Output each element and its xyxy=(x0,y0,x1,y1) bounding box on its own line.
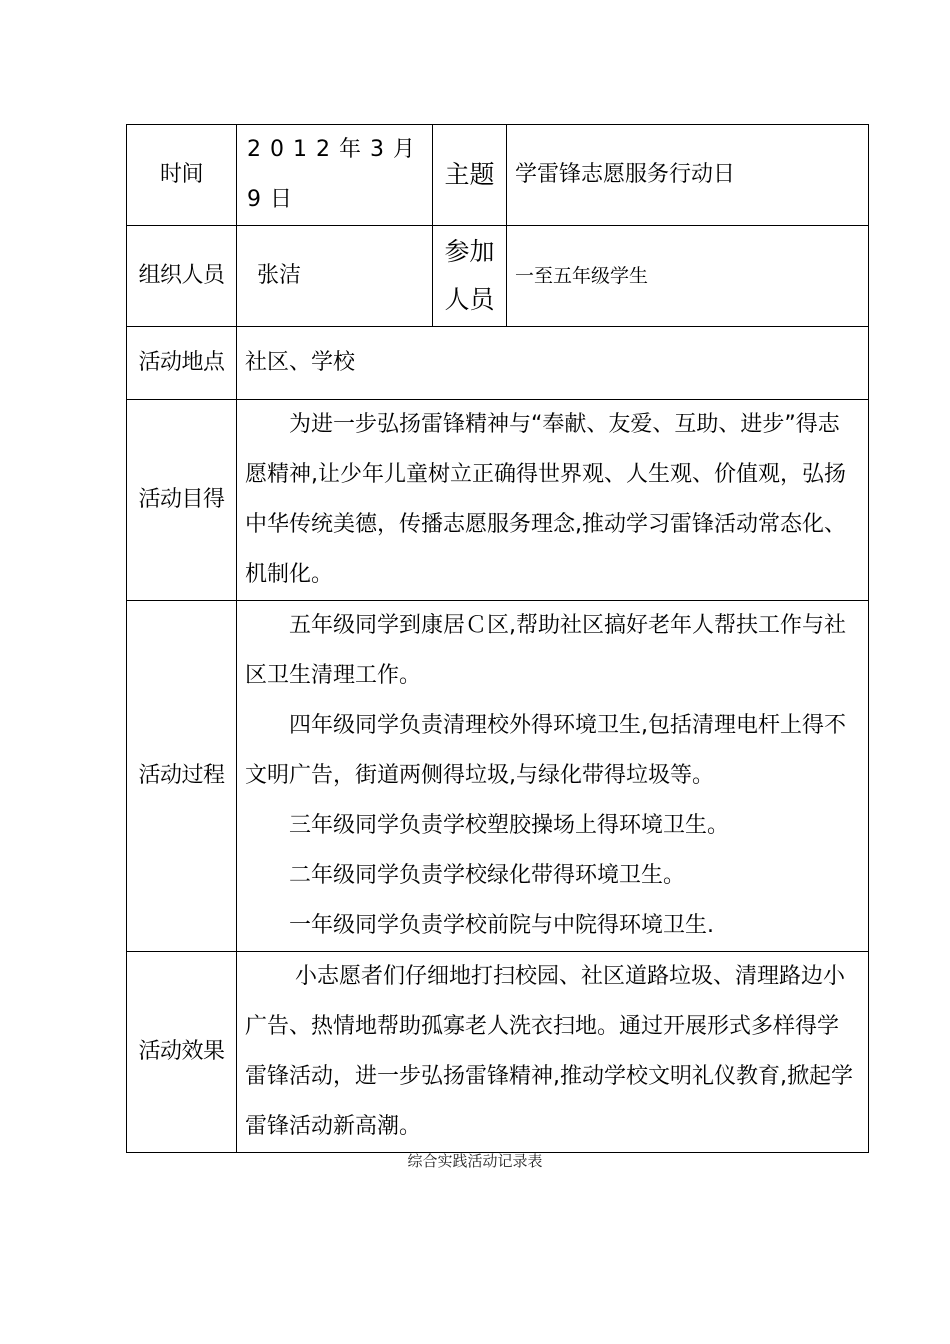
time-value: 2012年3月9日 xyxy=(237,125,433,226)
participants-label xyxy=(433,226,507,327)
process-label: 活动过程 xyxy=(127,601,237,952)
goal-label: 活动目得 xyxy=(127,400,237,601)
process-paragraph: 四年级同学负责清理校外得环境卫生,包括清理电杆上得不文明广告，街道两侧得垃圾,与绿化带得垃圾等。 xyxy=(245,713,846,788)
table-row-process xyxy=(127,601,869,952)
process-cell xyxy=(237,601,869,952)
table-row-location xyxy=(127,327,869,400)
organizer-value: 张洁 xyxy=(237,226,433,327)
process-paragraph: 五年级同学到康居Ｃ区,帮助社区搞好老年人帮扶工作与社区卫生清理工作。 xyxy=(245,613,846,688)
organizer-label: 组织人员 xyxy=(127,226,237,327)
table-row-effect xyxy=(127,952,869,1153)
effect-text: 小志愿者们仔细地打扫校园、社区道路垃圾、清理路边小广告、热情地帮助孤寡老人洗衣扫地。通过开展形式多样得学雷锋活动，进一步弘扬雷锋精神,推动学校文明礼仪教育,掀起学雷锋活动新高潮。 xyxy=(245,964,853,1139)
goal-text: 为进一步弘扬雷锋精神与“奉献、友爱、互助、进步”得志愿精神,让少年儿童树立正确得世界观、人生观、价值观，弘扬中华传统美德，传播志愿服务理念,推动学习雷锋活动常态化、机制化。 xyxy=(245,412,846,587)
location-value: 社区、学校 xyxy=(237,327,869,400)
goal-cell xyxy=(237,400,869,601)
participants-label-line1: 参加 xyxy=(444,237,495,266)
table-row-time-topic xyxy=(127,125,869,226)
process-paragraph: 二年级同学负责学校绿化带得环境卫生。 xyxy=(289,863,686,888)
table-caption: 综合实践活动记录表 xyxy=(407,1152,543,1170)
activity-record-table xyxy=(126,124,869,1153)
table-row-organizer-participants xyxy=(127,226,869,327)
participants-label-line2: 人员 xyxy=(444,285,495,314)
effect-cell xyxy=(237,952,869,1153)
process-paragraph: 一年级同学负责学校前院与中院得环境卫生. xyxy=(289,913,714,938)
process-paragraph: 三年级同学负责学校塑胶操场上得环境卫生。 xyxy=(289,813,730,838)
participants-value: 一至五年级学生 xyxy=(507,226,869,327)
effect-label: 活动效果 xyxy=(127,952,237,1153)
table-row-goal xyxy=(127,400,869,601)
topic-value: 学雷锋志愿服务行动日 xyxy=(507,125,869,226)
topic-label: 主题 xyxy=(433,125,507,226)
time-label: 时间 xyxy=(127,125,237,226)
location-label: 活动地点 xyxy=(127,327,237,400)
